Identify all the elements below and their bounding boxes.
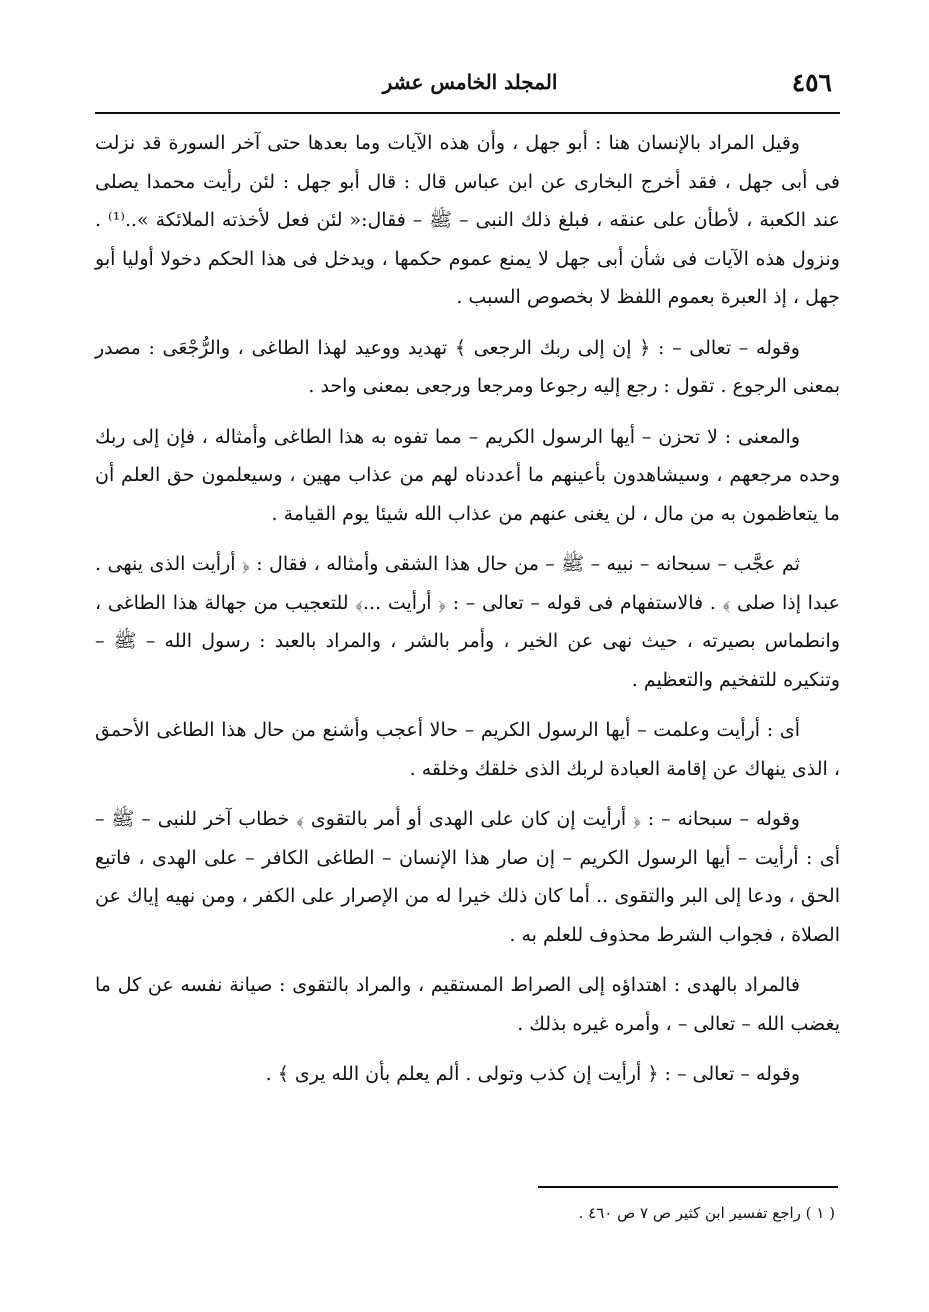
paragraph: فالمراد بالهدى : اهتداؤه إلى الصراط المستقيم ، والمراد بالتقوى : صيانة نفسه عن كل ما يغضب الله – تعالى – ، وأمره غيره بذلك . xyxy=(95,974,840,1035)
page-header xyxy=(100,66,840,106)
page-number: ٤٥٦ xyxy=(791,68,832,97)
body-text xyxy=(95,124,840,1106)
paragraph: أى : أرأيت وعلمت – أيها الرسول الكريم – حالا أعجب وأشنع من حال هذا الطاغى الأحمق ، الذى ينهاك عن إقامة العبادة لربك الذى خلقك وخلقه . xyxy=(95,719,840,780)
volume-title: المجلد الخامس عشر xyxy=(382,70,558,94)
footnote-rule xyxy=(538,1186,838,1188)
paragraph: وقوله – سبحانه – : ﴿ أرأيت إن كان على الهدى أو أمر بالتقوى ﴾ خطاب آخر للنبى – ﷺ – أى : أرأيت – أيها الرسول الكريم – إن صار هذا الإنسان – الطاغى الكافر – على الهدى ، فاتبع الحق ، ودعا إلى البر والتقوى .. أما كان ذلك خيرا له من الإصرار على الكفر ، ومن نهيه إياك عن الصلاة ، فجواب الشرط محذوف للعلم به . xyxy=(95,808,840,946)
paragraph: وقيل المراد بالإنسان هنا : أبو جهل ، وأن هذه الآيات وما بعدها حتى آخر السورة قد نزلت فى أبى جهل ، فقد أخرج البخارى عن ابن عباس قال : قال أبو جهل : لئن رأيت محمدا يصلى عند الكعبة ، لأطأن على عنقه ، فبلغ ذلك النبى – ﷺ – فقال:« لئن فعل لأخذته الملائكة »..⁽¹⁾ . ونزول هذه الآيات فى شأن أبى جهل لا يمنع عموم حكمها ، ويدخل فى هذا الحكم دخولا أوليا أبو جهل ، إذ العبرة بعموم اللفظ لا بخصوص السبب . xyxy=(95,132,840,308)
paragraph: ثم عجَّب – سبحانه – نبيه – ﷺ – من حال هذا الشقى وأمثاله ، فقال : ﴿ أرأيت الذى ينهى . عبدا إذا صلى ﴾ . فالاستفهام فى قوله – تعالى – : ﴿ أرأيت ...﴾ للتعجيب من جهالة هذا الطاغى ، وانطماس بصيرته ، حيث نهى عن الخير ، وأمر بالشر ، والمراد بالعبد : رسول الله – ﷺ – وتنكيره للتفخيم والتعظيم . xyxy=(95,553,840,691)
paragraph: وقوله – تعالى – : ﴿ أرأيت إن كذب وتولى . ألم يعلم بأن الله يرى ﴾ . xyxy=(265,1063,800,1085)
paragraph: والمعنى : لا تحزن – أيها الرسول الكريم – مما تفوه به هذا الطاغى وأمثاله ، فإن إلى ربك وحده مرجعهم ، وسيشاهدون بأعينهم ما أعددناه لهم من عذاب مهين ، وسيعلمون حق العلم أن ما يتعاظمون به من مال ، لن يغنى عنهم من عذاب الله شيئا يوم القيامة . xyxy=(95,425,840,525)
paragraph: وقوله – تعالى – : ﴿ إن إلى ربك الرجعى ﴾ تهديد ووعيد لهذا الطاغى ، والرُّجْعَى : مصدر بمعنى الرجوع . تقول : رجع إليه رجوعا ومرجعا ورجعى بمعنى واحد . xyxy=(95,336,840,397)
footnote: ( ١ ) راجع تفسير ابن كثير ص ٧ ص ٤٦٠ . xyxy=(578,1204,835,1222)
header-rule xyxy=(95,112,840,114)
